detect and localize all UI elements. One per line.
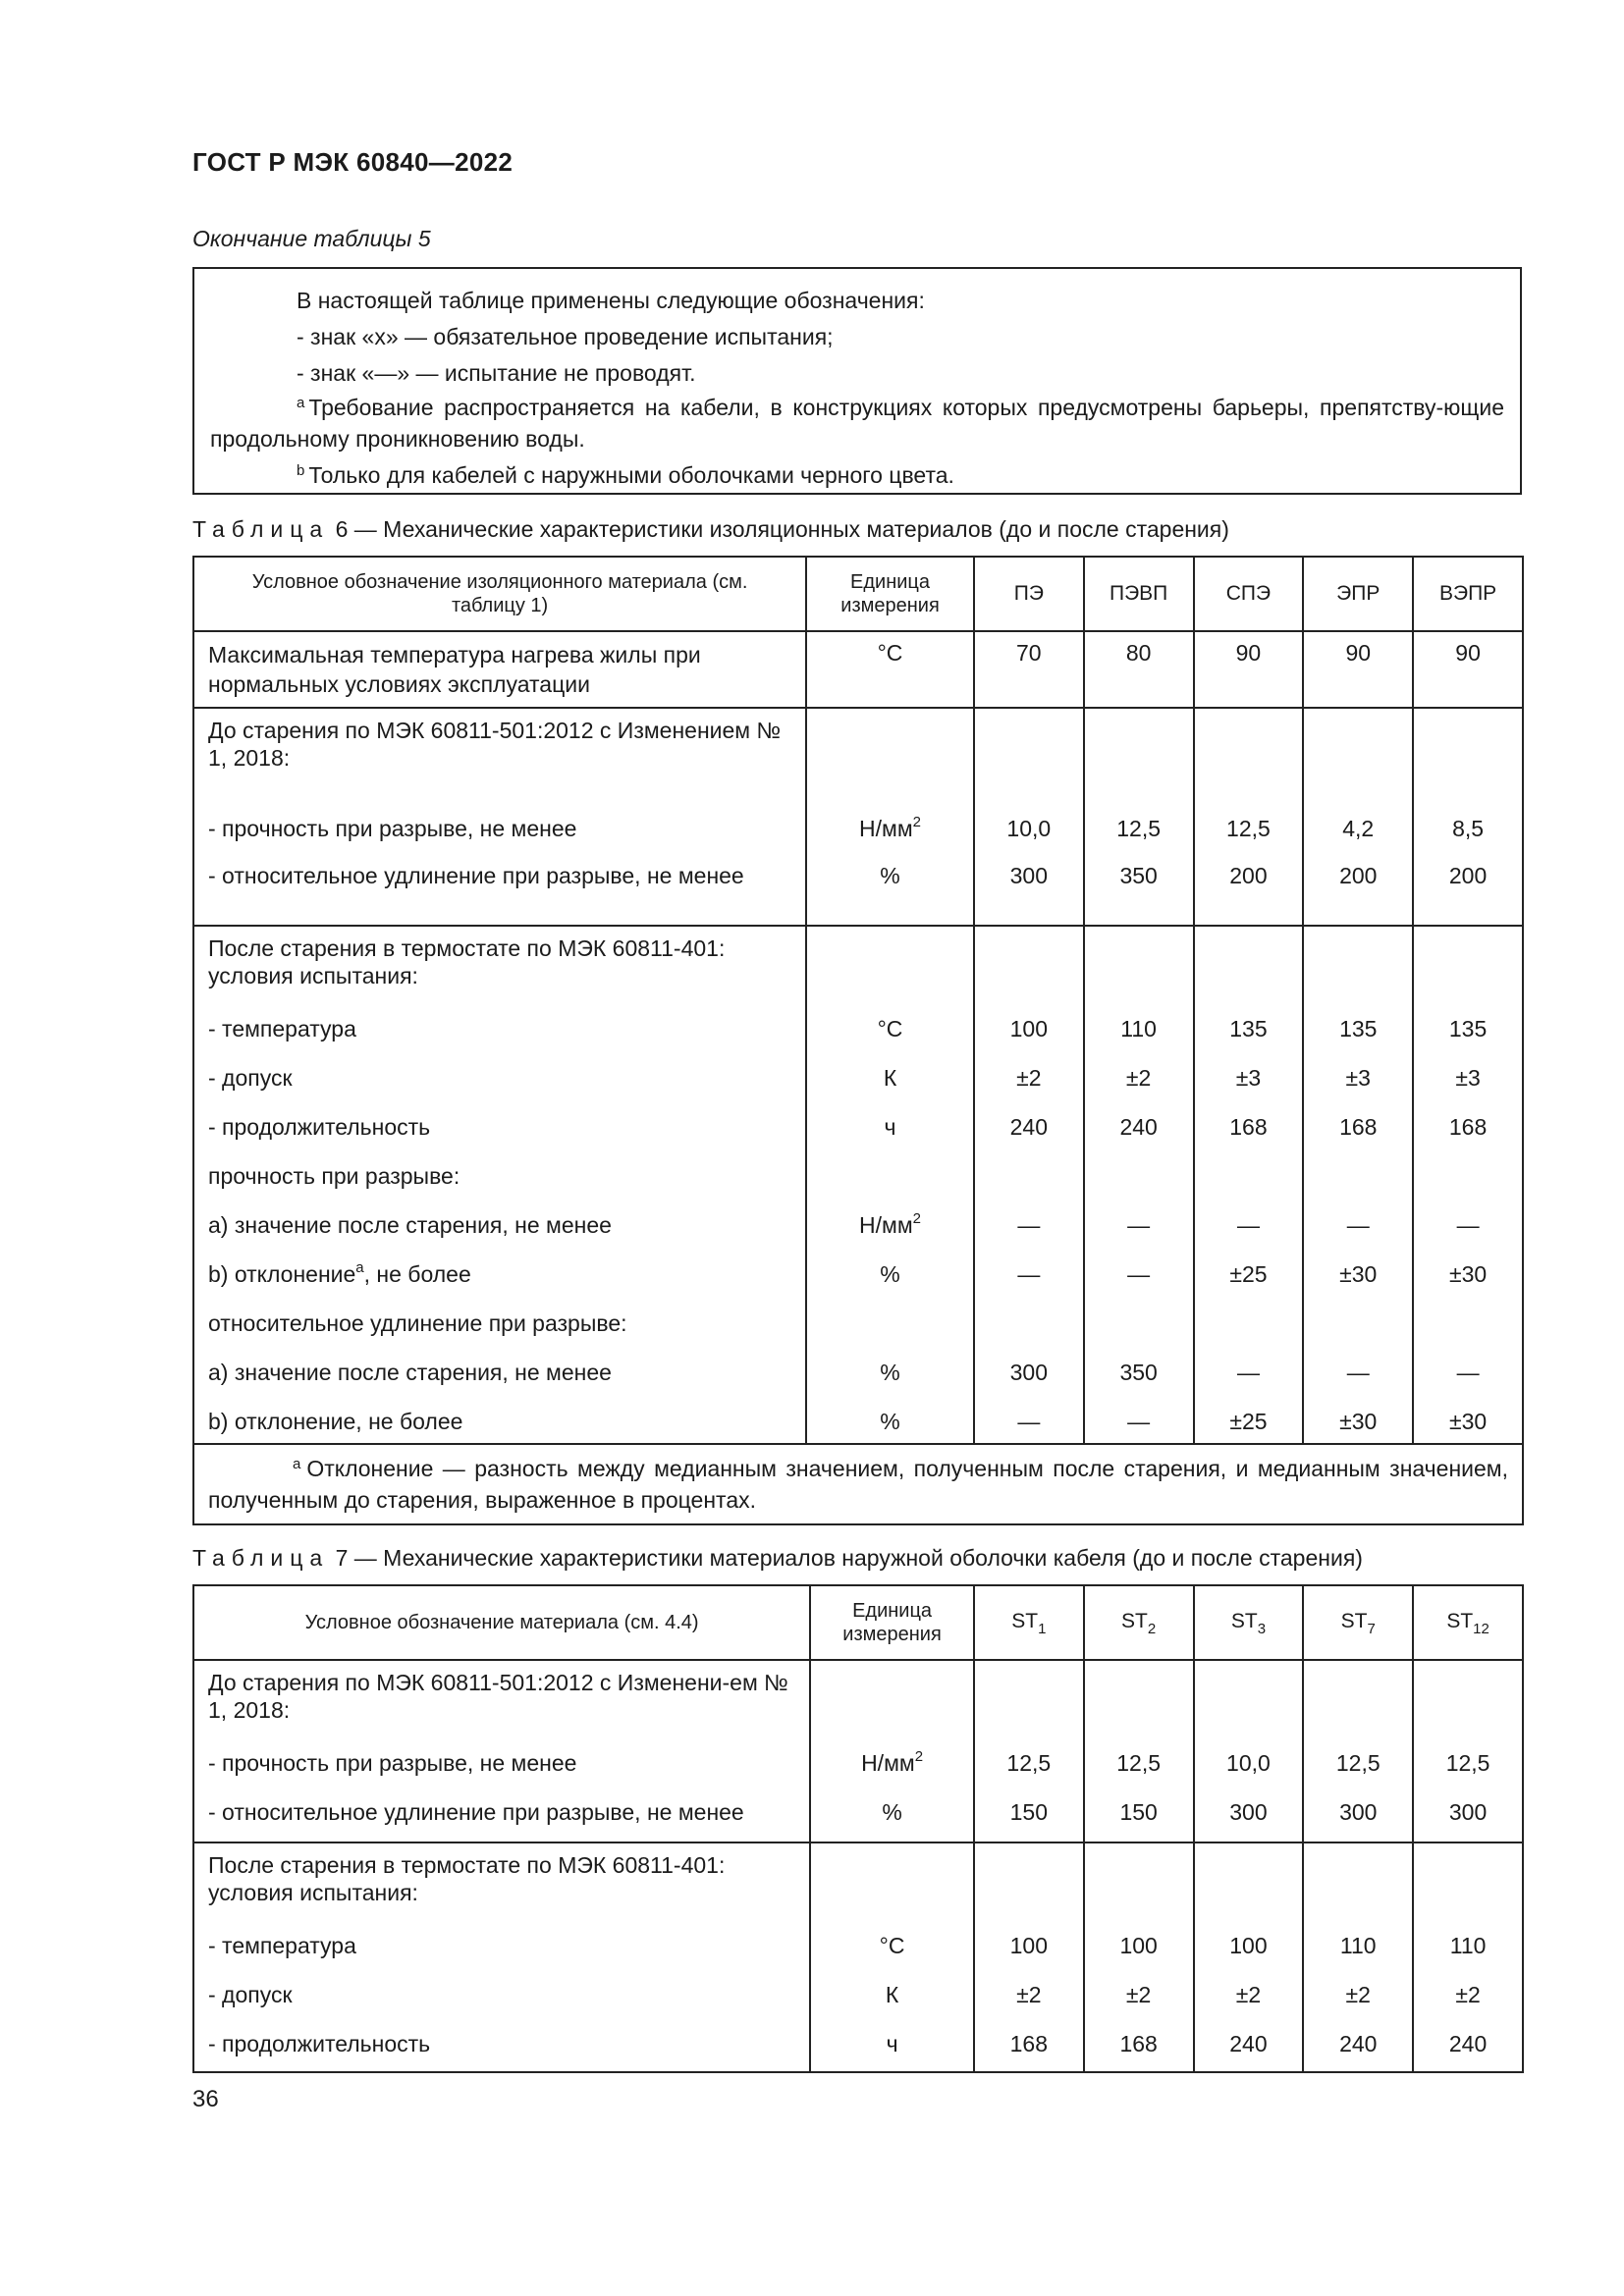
cell-value: ±2 [1016, 1065, 1042, 1091]
table7 [192, 1584, 1524, 2073]
cell-value: — [1236, 1360, 1260, 1385]
subgroup-title: относительное удлинение при разрыве: [208, 1310, 627, 1336]
cell-value: ±3 [1455, 1065, 1481, 1091]
cell-value: 12,5 [1226, 816, 1271, 841]
table7-head-col: $ST_1$ [974, 1585, 1084, 1660]
cell-value: 300 [1229, 1799, 1268, 1825]
table6-head-col: ПЭВП [1084, 557, 1194, 631]
table7-caption-text: 7 — Механические характеристики материалов наружной оболочки кабеля (до и после старения) [335, 1545, 1363, 1571]
cell-value: 90 [1413, 631, 1523, 708]
row-label: - допуск [208, 1065, 293, 1091]
note-a-text: Требование распространяется на кабели, в конструкциях которых предусмотрены барьеры, препятству-ющие продольному проникновению воды. [210, 395, 1504, 452]
table6-head-col: ВЭПР [1413, 557, 1523, 631]
cell-value: 12,5 [1006, 1750, 1052, 1776]
row-unit: °С [877, 1016, 903, 1041]
cell-value: 168 [1448, 1114, 1488, 1140]
footnote-text: Отклонение — разность между медианным значением, полученным после старения, и медианным значением, полученным до старения, выраженное в процентах. [208, 1456, 1508, 1513]
cell-value: — [1127, 1409, 1151, 1434]
legend-intro: В настоящей таблице применены следующие обозначения: [297, 288, 925, 313]
cell-value: 10,0 [1006, 816, 1052, 841]
table7-caption [192, 1545, 1363, 1572]
cell-value: 150 [1119, 1799, 1158, 1825]
subgroup-title: прочность при разрыве: [208, 1163, 460, 1189]
cell-value: ±2 [1016, 1982, 1042, 2007]
table7-head-unit: Единица измерения [810, 1585, 974, 1660]
group-title: После старения в термостате по МЭК 60811-401: условия испытания: [208, 935, 726, 988]
cell-value: 100 [1009, 1933, 1048, 1958]
row-label: b) отклонение$^a$, не более [208, 1259, 471, 1287]
footnote-mark: a [293, 1456, 301, 1472]
cell-value: 110 [1339, 1933, 1377, 1958]
row-label: - допуск [208, 1982, 293, 2007]
legend-item-x: - знак «х» — обязательное проведение испытания; [297, 324, 834, 349]
cell-value: — [1017, 1409, 1041, 1434]
cell-value: 350 [1119, 1360, 1158, 1385]
row-unit: ч [884, 1114, 896, 1140]
table7-head-material: Условное обозначение материала (см. 4.4) [193, 1585, 810, 1660]
cell-value: 300 [1339, 1799, 1378, 1825]
cell-value: ±30 [1448, 1409, 1488, 1434]
note-b-text: Только для кабелей с наружными оболочками черного цвета. [308, 462, 954, 488]
table5-legend [192, 267, 1522, 495]
cell-value: 350 [1119, 863, 1158, 888]
row-unit: °С [806, 631, 974, 708]
cell-value: 240 [1229, 2031, 1268, 2056]
table6 [192, 556, 1524, 1525]
note-b-mark: b [297, 462, 305, 479]
group-title: После старения в термостате по МЭК 60811-401: условия испытания: [208, 1852, 726, 1905]
table6-head-col: СПЭ [1194, 557, 1304, 631]
cell-value: 4,2 [1342, 816, 1375, 841]
cell-value: 200 [1229, 863, 1268, 888]
table6-caption-label: Таблица [192, 516, 330, 542]
cell-value: — [1346, 1360, 1370, 1385]
table6-head-col: ЭПР [1303, 557, 1413, 631]
row-unit: °С [879, 1933, 905, 1958]
row-label: a) значение после старения, не менее [208, 1360, 612, 1385]
row-unit: % [880, 1261, 900, 1287]
row-label: - температура [208, 1933, 356, 1958]
table6-head-material: Условное обозначение изоляционного материала (см. таблицу 1) [193, 557, 806, 631]
cell-value: 135 [1448, 1016, 1488, 1041]
cell-value: 168 [1009, 2031, 1048, 2056]
cell-value: 12,5 [1116, 1750, 1161, 1776]
row-label: - прочность при разрыве, не менее [208, 816, 577, 841]
cell-value: 200 [1339, 863, 1378, 888]
cell-value: ±3 [1235, 1065, 1262, 1091]
cell-value: ±25 [1229, 1409, 1268, 1434]
legend-note-a [210, 392, 1504, 454]
group-title: До старения по МЭК 60811-501:2012 с Изменени-ем № 1, 2018: [208, 1670, 788, 1723]
cell-value: 240 [1339, 2031, 1378, 2056]
cell-value: ±2 [1345, 1982, 1371, 2007]
note-a-mark: a [297, 395, 305, 411]
cell-value: 80 [1084, 631, 1194, 708]
cell-value: 110 [1120, 1016, 1157, 1041]
row-unit: % [880, 863, 900, 888]
cell-value: ±2 [1125, 1982, 1152, 2007]
table6-header-row [193, 557, 1523, 631]
cell-value: ±3 [1345, 1065, 1371, 1091]
cell-value: — [1017, 1261, 1041, 1287]
table6-footnote [193, 1444, 1523, 1524]
row-unit: $Н/мм^2$ [859, 1210, 921, 1238]
cell-value: 90 [1303, 631, 1413, 708]
cell-value: ±30 [1339, 1409, 1378, 1434]
table6-caption-text: 6 — Механические характеристики изоляционных материалов (до и после старения) [335, 516, 1229, 542]
cell-value: 135 [1339, 1016, 1378, 1041]
cell-value: 200 [1448, 863, 1488, 888]
cell-value: 110 [1449, 1933, 1487, 1958]
cell-value: ±25 [1229, 1261, 1268, 1287]
cell-value: 168 [1229, 1114, 1268, 1140]
row-label: - относительное удлинение при разрыве, не менее [208, 863, 744, 888]
legend-note-b [210, 454, 1504, 496]
cell-value: 100 [1009, 1016, 1048, 1041]
cell-value: 168 [1339, 1114, 1378, 1140]
row-unit: $Н/мм^2$ [859, 814, 921, 841]
cell-value: ±30 [1448, 1261, 1488, 1287]
cell-value: 240 [1448, 2031, 1488, 2056]
row-label: - прочность при разрыве, не менее [208, 1750, 577, 1776]
cell-value: — [1456, 1360, 1480, 1385]
cell-value: 240 [1009, 1114, 1048, 1140]
table-row-group [193, 926, 1523, 1444]
cell-value: 12,5 [1335, 1750, 1380, 1776]
cell-value: 100 [1229, 1933, 1268, 1958]
cell-value: — [1127, 1261, 1151, 1287]
cell-value: 90 [1194, 631, 1304, 708]
legend-item-dash: - знак «—» — испытание не проводят. [297, 360, 696, 386]
table7-caption-label: Таблица [192, 1545, 330, 1571]
row-unit: % [880, 1360, 900, 1385]
row-unit: ч [886, 2031, 898, 2056]
cell-value: — [1456, 1212, 1480, 1238]
cell-value: ±30 [1339, 1261, 1378, 1287]
cell-value: 70 [974, 631, 1084, 708]
row-unit: % [882, 1799, 902, 1825]
continuation-caption: Окончание таблицы 5 [192, 226, 431, 251]
cell-value: 168 [1119, 2031, 1158, 2056]
table7-header-row [193, 1585, 1523, 1660]
table-row-group [193, 1660, 1523, 1842]
row-label: Максимальная температура нагрева жилы при нормальных условиях эксплуатации [193, 631, 806, 708]
table7-head-col: $ST_7$ [1303, 1585, 1413, 1660]
table-row-group [193, 1842, 1523, 2072]
cell-value: 135 [1229, 1016, 1268, 1041]
cell-value: 240 [1119, 1114, 1158, 1140]
cell-value: 12,5 [1445, 1750, 1490, 1776]
cell-value: 100 [1119, 1933, 1158, 1958]
table6-head-col: ПЭ [974, 557, 1084, 631]
table7-head-col: $ST_{12}$ [1413, 1585, 1523, 1660]
table6-footnote-row [193, 1444, 1523, 1524]
table7-head-col: $ST_3$ [1194, 1585, 1304, 1660]
row-unit: % [880, 1409, 900, 1434]
row-label: - температура [208, 1016, 356, 1041]
cell-value: ±2 [1235, 1982, 1262, 2007]
row-label: - продолжительность [208, 1114, 431, 1140]
cell-value: 10,0 [1226, 1750, 1271, 1776]
row-label: b) отклонение, не более [208, 1409, 463, 1434]
cell-value: — [1017, 1212, 1041, 1238]
cell-value: 8,5 [1452, 816, 1485, 841]
cell-value: 150 [1009, 1799, 1048, 1825]
row-label: - относительное удлинение при разрыве, не менее [208, 1799, 744, 1825]
cell-value: ±2 [1125, 1065, 1152, 1091]
row-unit: $Н/мм^2$ [861, 1748, 924, 1776]
group-title: До старения по МЭК 60811-501:2012 с Изменением № 1, 2018: [208, 718, 782, 771]
cell-value: 300 [1009, 1360, 1048, 1385]
cell-value: 300 [1448, 1799, 1488, 1825]
cell-value: 12,5 [1116, 816, 1161, 841]
row-label: a) значение после старения, не менее [208, 1212, 612, 1238]
cell-value: — [1236, 1212, 1260, 1238]
row-unit: К [885, 1982, 899, 2007]
table6-head-unit: Единица измерения [806, 557, 974, 631]
cell-value: — [1127, 1212, 1151, 1238]
row-unit: К [883, 1065, 897, 1091]
cell-value: 300 [1009, 863, 1048, 888]
row-label: - продолжительность [208, 2031, 431, 2056]
cell-value: ±2 [1455, 1982, 1481, 2007]
cell-value: — [1346, 1212, 1370, 1238]
table-row-group [193, 708, 1523, 926]
table6-caption [192, 516, 1229, 543]
table7-head-col: $ST_2$ [1084, 1585, 1194, 1660]
page-number: 36 [192, 2086, 219, 2112]
document-header: ГОСТ Р МЭК 60840—2022 [192, 147, 514, 177]
table-row [193, 631, 1523, 708]
